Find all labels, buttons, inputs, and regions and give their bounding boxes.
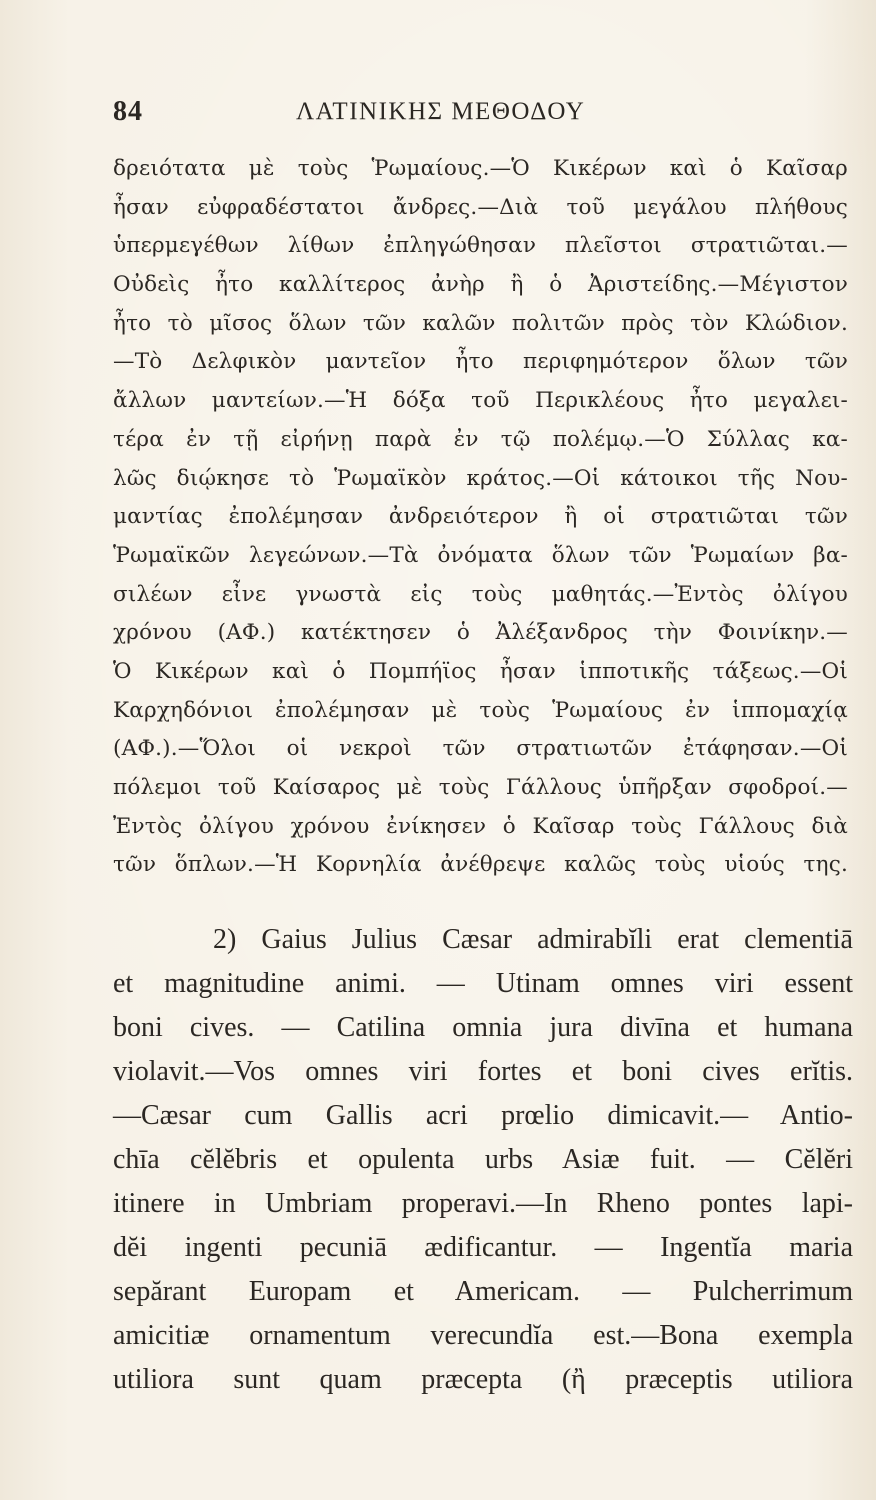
greek-line-13: χρόνου (ΑΦ.) κατέκτησεν ὁ Ἀλέξανδρος τὴν Φοινίκην.— — [113, 620, 848, 646]
latin-exercise-text — [113, 918, 853, 1402]
running-head — [113, 96, 853, 136]
greek-line-7: ἄλλων μαντείων.—Ἡ δόξα τοῦ Περικλέους ἦτο μεγαλει- — [113, 388, 848, 414]
greek-line-2: ἦσαν εὐφραδέστατοι ἄνδρες.—Διὰ τοῦ μεγάλου πλήθους — [113, 194, 848, 220]
latin-line-10: amicitiæ ornamentum verecundĭa est.—Bona exempla — [113, 1320, 853, 1351]
greek-line-5: ἦτο τὸ μῖσος ὅλων τῶν καλῶν πολιτῶν πρὸς τὸν Κλώδιον. — [113, 310, 848, 336]
greek-line-8: τέρα ἐν τῇ εἰρήνῃ παρὰ ἐν τῷ πολέμῳ.—Ὁ Σύλλας κα- — [113, 426, 848, 452]
greek-line-1: δρειότατα μὲ τοὺς Ῥωμαίους.—Ὁ Κικέρων καὶ ὁ Καῖσαρ — [113, 156, 848, 181]
greek-line-9: λῶς διῴκησε τὸ Ῥωμαϊκὸν κράτος.—Οἱ κάτοικοι τῆς Νου- — [113, 465, 848, 491]
greek-line-17: πόλεμοι τοῦ Καίσαρος μὲ τοὺς Γάλλους ὑπῆρξαν σφοδροί.— — [113, 775, 848, 800]
greek-exercise-text — [113, 150, 848, 885]
greek-line-19: τῶν ὅπλων.—Ἡ Κορνηλία ἀνέθρεψε καλῶς τοὺς υἱούς της. — [113, 852, 848, 878]
greek-line-11: Ῥωμαϊκῶν λεγεώνων.—Τὰ ὀνόματα ὅλων τῶν Ῥωμαίων βα- — [113, 542, 848, 568]
greek-line-18: Ἐντὸς ὀλίγου χρόνου ἐνίκησεν ὁ Καῖσαρ τοὺς Γάλλους διὰ — [113, 813, 848, 839]
latin-line-9: sepărant Europam et Americam. — Pulcherrimum — [113, 1276, 853, 1307]
latin-line-2: et magnitudine animi. — Utinam omnes viri essent — [113, 968, 853, 999]
latin-line-8: dĕi ingenti pecuniā ædificantur. — Ingentĭa maria — [113, 1232, 853, 1263]
greek-line-12: σιλέων εἶνε γνωστὰ εἰς τοὺς μαθητάς.—Ἐντὸς ὀλίγου — [113, 581, 848, 607]
greek-line-15: Καρχηδόνιοι ἐπολέμησαν μὲ τοὺς Ῥωμαίους ἐν ἱππομαχίᾳ — [113, 697, 848, 723]
greek-line-4: Οὐδεὶς ἦτο καλλίτερος ἀνὴρ ἢ ὁ Ἀριστείδης.—Μέγιστον — [113, 272, 848, 298]
running-title: ΛΑΤΙΝΙΚΗΣ ΜΕΘΟΔΟΥ — [296, 98, 586, 125]
latin-line-1: 2) Gaius Julius Cæsar admirabĭli erat clementiā — [113, 924, 853, 955]
greek-line-3: ὑπερμεγέθων λίθων ἐπληγώθησαν πλεῖστοι στρατιῶται.— — [113, 233, 848, 259]
page-number: 84 — [113, 96, 143, 127]
latin-line-7: itinere in Umbriam properavi.—In Rheno pontes lapi- — [113, 1188, 853, 1219]
latin-line-6: chīa cĕlĕbris et opulenta urbs Asiæ fuit. — Cĕlĕri — [113, 1144, 853, 1175]
latin-line-11: utiliora sunt quam præcepta (ἢ præceptis utiliora — [113, 1364, 853, 1395]
latin-line-5: —Cæsar cum Gallis acri prœlio dimicavit.— Antio- — [113, 1100, 853, 1131]
greek-line-16: (ΑΦ.).—Ὅλοι οἱ νεκροὶ τῶν στρατιωτῶν ἐτάφησαν.—Οἱ — [113, 736, 848, 762]
latin-line-3: boni cives. — Catilina omnia jura divīna et humana — [113, 1012, 853, 1043]
greek-line-14: Ὁ Κικέρων καὶ ὁ Πομπήϊος ἦσαν ἱπποτικῆς τάξεως.—Οἱ — [113, 658, 848, 684]
greek-line-6: —Τὸ Δελφικὸν μαντεῖον ἦτο περιφημότερον ὅλων τῶν — [113, 349, 848, 375]
greek-line-10: μαντίας ἐπολέμησαν ἀνδρειότερον ἢ οἱ στρατιῶται τῶν — [113, 504, 848, 530]
latin-line-4: violavit.—Vos omnes viri fortes et boni cives erĭtis. — [113, 1056, 853, 1087]
